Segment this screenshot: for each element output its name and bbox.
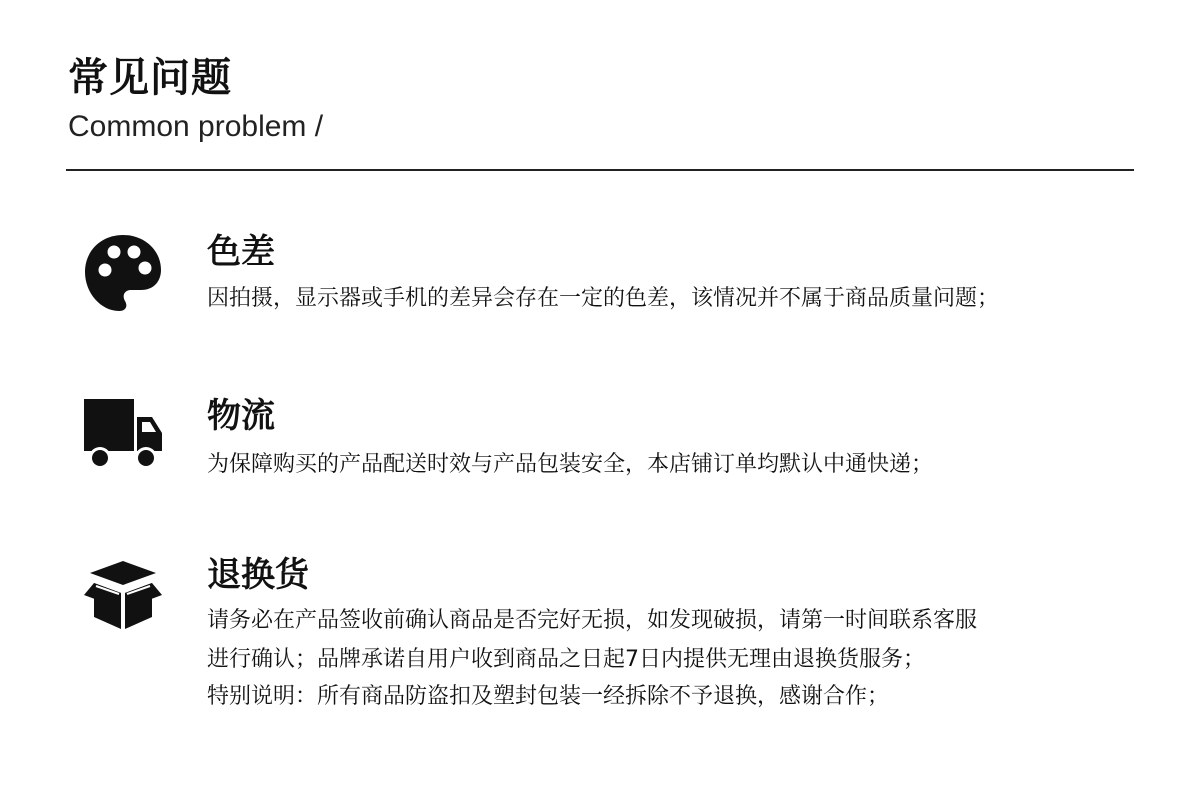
item-heading-color: 色差 bbox=[207, 232, 275, 272]
item-text-returns-3: 特别说明：所有商品防盗扣及塑封包装一经拆除不予退换，感谢合作； bbox=[207, 684, 890, 709]
truck-icon bbox=[82, 393, 164, 475]
item-heading-logistics: 物流 bbox=[207, 396, 275, 436]
item-text-logistics: 为保障购买的产品配送时效与产品包装安全，本店铺订单均默认中通快递； bbox=[207, 452, 934, 477]
item-text-returns-1: 请务必在产品签收前确认商品是否完好无损，如发现破损，请第一时间联系客服 bbox=[207, 608, 978, 633]
page-title: 常见问题 bbox=[68, 55, 232, 101]
item-text-color: 因拍摄，显示器或手机的差异会存在一定的色差，该情况并不属于商品质量问题； bbox=[207, 286, 1000, 311]
palette-icon bbox=[82, 232, 164, 314]
box-icon bbox=[82, 553, 164, 635]
item-heading-returns: 退换货 bbox=[207, 555, 309, 595]
item-text-returns-2: 进行确认；品牌承诺自用户收到商品之日起7日内提供无理由退换货服务； bbox=[207, 647, 925, 672]
page-subtitle: Common problem / bbox=[68, 110, 324, 143]
header-divider bbox=[66, 169, 1134, 171]
